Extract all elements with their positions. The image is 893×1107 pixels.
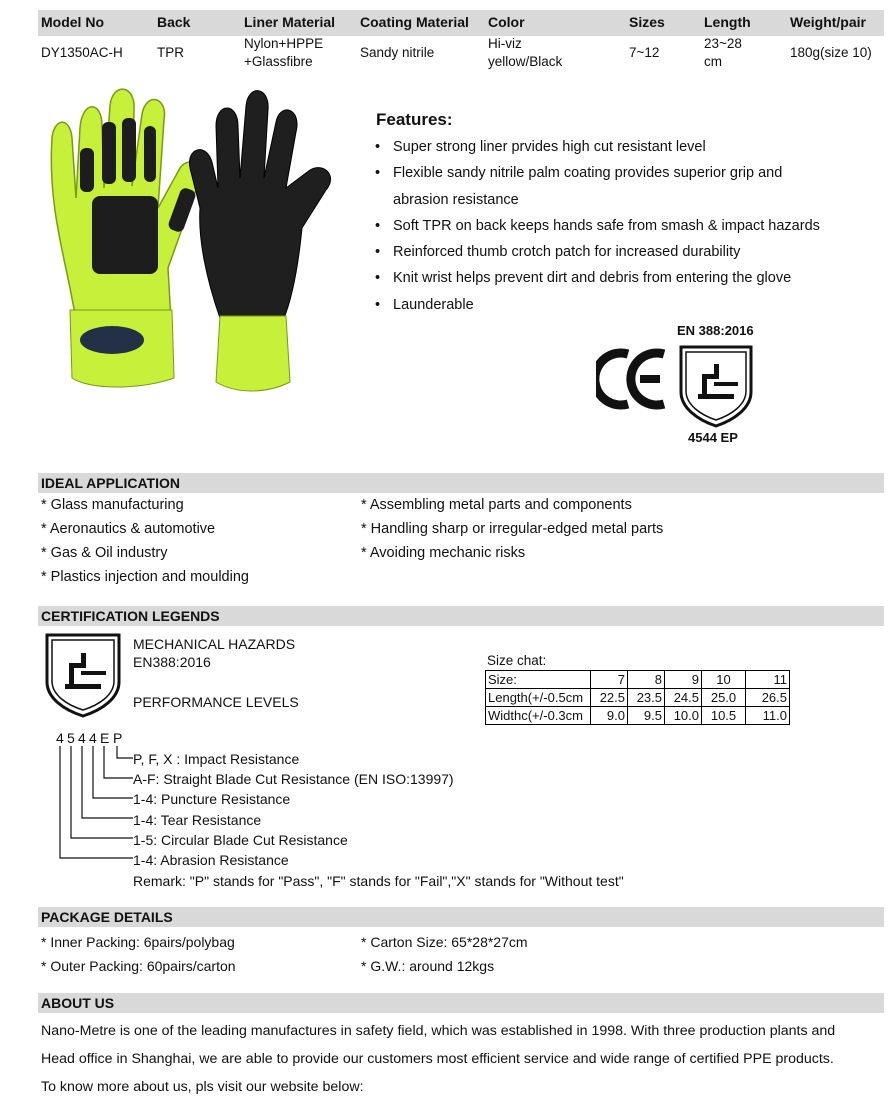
value-length-1: 23~28 bbox=[704, 36, 742, 51]
bullet: • bbox=[375, 139, 381, 155]
application-item: * Glass manufacturing bbox=[41, 497, 184, 513]
package-carton: * Carton Size: 65*28*27cm bbox=[361, 934, 528, 950]
ce-mark-icon bbox=[596, 346, 668, 412]
about-line: To know more about us, pls visit our website below: bbox=[41, 1079, 364, 1095]
en388-shield-icon bbox=[678, 344, 754, 428]
table-cell: 11 bbox=[746, 671, 790, 689]
value-model-no: DY1350AC-H bbox=[41, 45, 123, 60]
value-length-2: cm bbox=[704, 54, 722, 69]
bullet: • bbox=[375, 165, 381, 182]
table-cell: Widthc(+/-0.3cm bbox=[486, 707, 591, 725]
mechanical-hazards-shield-icon bbox=[44, 632, 122, 718]
size-chart-title: Size chat: bbox=[487, 653, 547, 668]
feature-item bbox=[375, 213, 835, 239]
en388-standard-label: EN 388:2016 bbox=[677, 323, 754, 338]
feature-item bbox=[375, 134, 835, 160]
table-cell: Length(+/-0.5cm bbox=[486, 689, 591, 707]
en388-2016-label: EN388:2016 bbox=[133, 654, 211, 670]
legend-abrasion: 1-4: Abrasion Resistance bbox=[133, 852, 289, 868]
package-inner: * Inner Packing: 6pairs/polybag bbox=[41, 934, 235, 950]
cert-legends-header: CERTIFICATION LEGENDS bbox=[38, 606, 884, 626]
feature-text: Super strong liner prvides high cut resistant level bbox=[393, 139, 706, 155]
glove-palm-view bbox=[189, 91, 330, 391]
application-item: * Avoiding mechanic risks bbox=[361, 545, 526, 561]
table-cell: 9 bbox=[665, 671, 702, 689]
header-back: Back bbox=[157, 14, 191, 30]
value-sizes: 7~12 bbox=[629, 45, 660, 60]
code-char: 4 bbox=[89, 730, 97, 746]
package-gw: * G.W.: around 12kgs bbox=[361, 958, 495, 974]
bullet: • bbox=[375, 244, 381, 261]
legend-remark: Remark: "P" stands for "Pass", "F" stands for "Fail","X" stands for "Without test" bbox=[133, 873, 624, 889]
header-weight: Weight/pair bbox=[790, 14, 866, 30]
application-item: * Gas & Oil industry bbox=[41, 545, 168, 561]
about-us-header: ABOUT US bbox=[38, 993, 884, 1013]
about-line: Nano-Metre is one of the leading manufactures in safety field, which was established in 1998. With three production plants and bbox=[41, 1023, 836, 1039]
mechanical-hazards-label: MECHANICAL HAZARDS bbox=[133, 636, 296, 652]
header-sizes: Sizes bbox=[629, 14, 665, 30]
value-color-1: Hi-viz bbox=[488, 36, 522, 51]
table-cell: 10.5 bbox=[702, 707, 746, 725]
table-cell: 7 bbox=[591, 671, 628, 689]
feature-text: Knit wrist helps prevent dirt and debris from entering the glove bbox=[393, 270, 792, 287]
value-weight: 180g(size 10) bbox=[790, 45, 872, 60]
value-liner-1: Nylon+HPPE bbox=[244, 36, 324, 51]
code-char: 4 bbox=[78, 730, 86, 746]
value-color-2: yellow/Black bbox=[488, 54, 563, 69]
code-connector-lines bbox=[56, 746, 136, 862]
table-cell: 8 bbox=[628, 671, 665, 689]
performance-levels-label: PERFORMANCE LEVELS bbox=[133, 694, 299, 710]
table-cell: 9.0 bbox=[591, 707, 628, 725]
feature-text: Reinforced thumb crotch patch for increased durability bbox=[393, 244, 741, 261]
code-char: P bbox=[113, 730, 123, 746]
bullet: • bbox=[375, 217, 381, 234]
header-length: Length bbox=[704, 14, 751, 30]
glove-product-image bbox=[40, 78, 360, 398]
legend-puncture: 1-4: Puncture Resistance bbox=[133, 791, 291, 807]
ideal-application-header: IDEAL APPLICATION bbox=[38, 473, 884, 493]
feature-text: Soft TPR on back keeps hands safe from smash & impact hazards bbox=[393, 217, 820, 234]
table-row bbox=[486, 707, 790, 725]
package-outer: * Outer Packing: 60pairs/carton bbox=[41, 958, 236, 974]
legend-straight-cut: A-F: Straight Blade Cut Resistance (EN ISO:13997) bbox=[133, 771, 454, 787]
value-back: TPR bbox=[157, 45, 184, 60]
table-cell: 25.0 bbox=[702, 689, 746, 707]
table-cell: 22.5 bbox=[591, 689, 628, 707]
table-cell: 11.0 bbox=[746, 707, 790, 725]
table-cell: 10.0 bbox=[665, 707, 702, 725]
table-cell: 24.5 bbox=[665, 689, 702, 707]
header-coating: Coating Material bbox=[360, 14, 469, 30]
code-char: E bbox=[100, 730, 110, 746]
features-title: Features: bbox=[376, 110, 453, 129]
feature-item bbox=[375, 292, 835, 318]
table-cell: 10 bbox=[702, 671, 746, 689]
features-list bbox=[375, 134, 835, 318]
application-item: * Assembling metal parts and components bbox=[361, 497, 632, 513]
feature-text: Launderable bbox=[393, 296, 474, 313]
glove-back-view bbox=[51, 89, 201, 387]
table-row bbox=[486, 671, 790, 689]
table-cell: Size: bbox=[486, 671, 591, 689]
legend-circular-cut: 1-5: Circular Blade Cut Resistance bbox=[133, 832, 348, 848]
table-cell: 26.5 bbox=[746, 689, 790, 707]
code-char: 5 bbox=[67, 730, 75, 746]
feature-item bbox=[375, 160, 835, 213]
table-row bbox=[486, 689, 790, 707]
size-chart-table bbox=[485, 670, 790, 725]
header-liner: Liner Material bbox=[244, 14, 336, 30]
value-coating: Sandy nitrile bbox=[360, 45, 435, 60]
value-liner-2: +Glassfibre bbox=[244, 54, 313, 69]
bullet: • bbox=[375, 296, 381, 313]
feature-item bbox=[375, 239, 835, 265]
code-char: 4 bbox=[56, 730, 64, 746]
application-item: * Plastics injection and moulding bbox=[41, 569, 249, 585]
feature-item bbox=[375, 265, 835, 291]
table-cell: 9.5 bbox=[628, 707, 665, 725]
en388-code-label: 4544 EP bbox=[688, 430, 738, 445]
application-item: * Aeronautics & automotive bbox=[41, 521, 216, 537]
legend-tear: 1-4: Tear Resistance bbox=[133, 812, 262, 828]
header-model-no: Model No bbox=[41, 14, 104, 30]
package-details-header: PACKAGE DETAILS bbox=[38, 907, 884, 927]
table-cell: 23.5 bbox=[628, 689, 665, 707]
bullet: • bbox=[375, 270, 381, 287]
about-line: Head office in Shanghai, we are able to provide our customers most efficient service and wide range of certified PPE products. bbox=[41, 1051, 834, 1067]
legend-impact: P, F, X : Impact Resistance bbox=[133, 751, 300, 767]
header-color: Color bbox=[488, 14, 525, 30]
feature-text: Flexible sandy nitrile palm coating provides superior grip and abrasion resistance bbox=[393, 165, 783, 208]
application-item: * Handling sharp or irregular-edged metal parts bbox=[361, 521, 664, 537]
